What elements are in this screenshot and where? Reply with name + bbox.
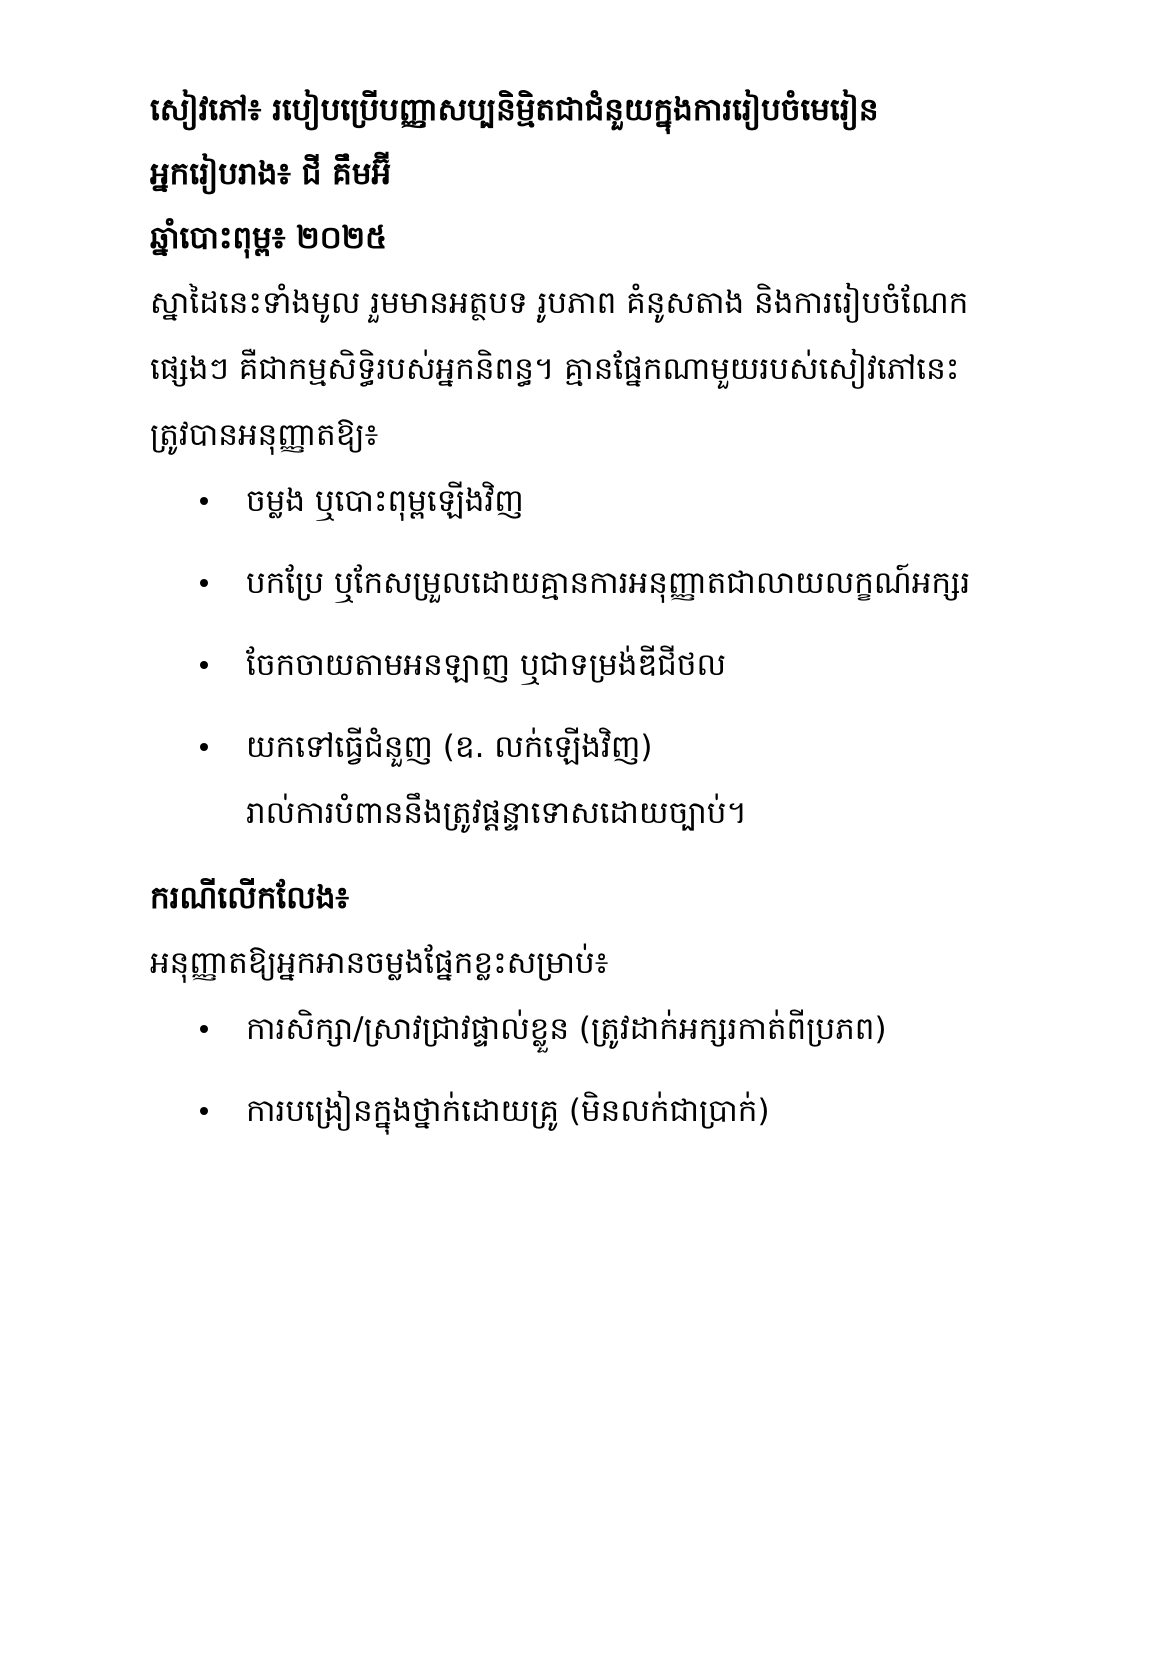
prohibited-list	[150, 468, 1090, 846]
list-item-text: ការសិក្សា/ស្រាវជ្រាវផ្ទាល់ខ្លួន (ត្រូវដាក់អក្សរកាត់ពីប្រភព)	[246, 1011, 887, 1047]
bullet-icon	[200, 1025, 208, 1033]
book-title: សៀវភៅ៖ របៀបប្រើបញ្ញាសប្បនិម្មិតជាជំនួយក្នុងការរៀបចំមេរៀន	[150, 92, 879, 128]
exceptions-intro	[150, 930, 1090, 996]
exceptions-list	[150, 996, 1090, 1144]
bullet-icon	[200, 661, 208, 669]
list-item	[150, 550, 1090, 616]
exceptions-intro-text: អនុញ្ញាតឱ្យអ្នកអានចម្លងផ្នែកខ្លះសម្រាប់៖	[150, 945, 609, 981]
list-item-text: ការបង្រៀនក្នុងថ្នាក់ដោយគ្រូ (មិនលក់ជាប្រាក់)	[246, 1093, 770, 1129]
list-item	[150, 996, 1090, 1062]
list-item	[150, 632, 1090, 698]
list-item	[150, 714, 1090, 846]
bullet-icon	[200, 743, 208, 751]
copyright-line: ស្នាដៃនេះទាំងមូល រួមមានអត្ថបទ រូបភាព គំនូសតាង និងការរៀបចំណែក	[150, 285, 969, 321]
penalty-text: រាល់ការបំពាននឹងត្រូវផ្តន្ទាទោសដោយច្បាប់។	[246, 795, 747, 831]
author-line: អ្នករៀបរាង៖ ជី គឹមអ៊ី	[150, 156, 392, 192]
list-item-text: ចម្លង ឬបោះពុម្ពឡើងវិញ	[246, 483, 524, 519]
copyright-line: ត្រូវបានអនុញ្ញាតឱ្យ៖	[150, 417, 379, 453]
bullet-icon	[200, 579, 208, 587]
list-item-text: យកទៅធ្វើជំនួញ (ឧ. លក់ឡើងវិញ)	[246, 729, 653, 765]
copyright-line: ផ្សេងៗ គឺជាកម្មសិទ្ធិរបស់អ្នកនិពន្ធ។ គ្មានផ្នែកណាមួយរបស់សៀវភៅនេះ	[150, 351, 960, 387]
list-item-text: បកប្រែ ឬកែសម្រួលដោយគ្មានការអនុញ្ញាតជាលាយលក្ខណ៍អក្សរ	[246, 565, 971, 601]
copyright-page	[150, 78, 1090, 1160]
list-item	[150, 1078, 1090, 1144]
list-item-text: ចែកចាយតាមអនឡាញ ឬជាទម្រង់ឌីជីថល	[246, 647, 727, 683]
copyright-statement	[150, 270, 1090, 468]
list-item	[150, 468, 1090, 534]
exceptions-title: ករណីលើកលែង៖	[150, 880, 350, 916]
bullet-icon	[200, 497, 208, 505]
bullet-icon	[200, 1107, 208, 1115]
publication-year: ឆ្នាំបោះពុម្ព៖ ២០២៥	[150, 220, 388, 256]
